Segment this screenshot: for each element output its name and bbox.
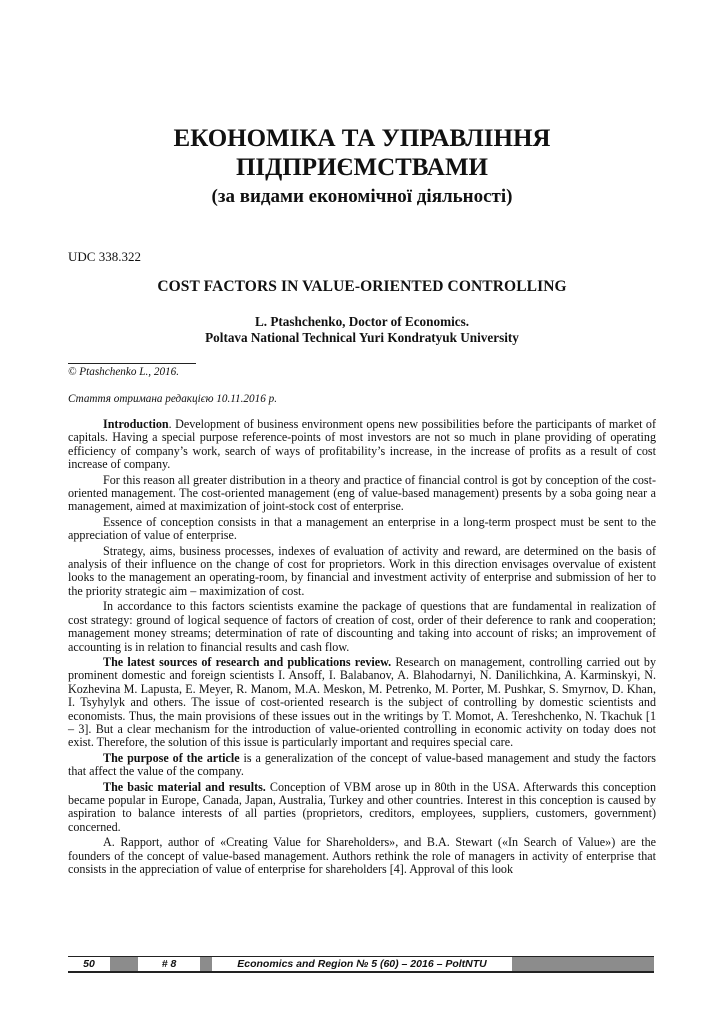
copyright-note: © Ptashchenko L., 2016.	[68, 366, 180, 378]
paragraph	[68, 516, 656, 543]
paragraph	[68, 600, 656, 654]
footer-shade	[110, 957, 138, 971]
section-subtitle: (за видами економічної діяльності)	[211, 186, 513, 207]
footer-shade	[200, 957, 212, 971]
footer-journal: Economics and Region № 5 (60) – 2016 – PoltNTU	[237, 958, 487, 970]
article-body	[68, 418, 656, 878]
section-header	[0, 124, 724, 210]
paragraph-text: For this reason all greater distribution in a theory and practice of financial control is got by conception of the cost-oriented management. The cost-oriented management (eng of value-based management) presents by a soba going near a management, aimed at maximization of joint-stock cost of enterprise.	[68, 472, 656, 514]
received-date-note: Стаття отримана редакцією 10.11.2016 р.	[68, 393, 277, 405]
paragraph-introduction	[68, 418, 656, 472]
author-block	[0, 314, 724, 346]
paragraph-text: Essence of conception consists in that a management an enterprise in a long-term prospect must be sent to the appreciation of value of enterprise.	[68, 514, 656, 543]
footer-shade	[512, 957, 654, 971]
paragraph-literature-review	[68, 656, 656, 750]
article-title: COST FACTORS IN VALUE-ORIENTED CONTROLLING	[157, 278, 567, 295]
affiliation-line: Poltava National Technical Yuri Kondratyuk University	[205, 330, 519, 345]
paragraph-lead: Introduction	[103, 417, 169, 431]
footer-issue: # 8	[161, 958, 177, 970]
page-footer	[68, 956, 654, 972]
paragraph-results	[68, 781, 656, 835]
section-title-line1: ЕКОНОМІКА ТА УПРАВЛІННЯ	[173, 125, 551, 152]
udc-code: UDC 338.322	[68, 249, 141, 264]
footnote-separator	[68, 363, 196, 364]
paragraph-text: Strategy, aims, business processes, indexes of evaluation of activity and reward, are determined on the basis of analysis of their influence on the change of cost for proprietors. Work in this direction envisages overvalue of existent looks to the management an operating-room, by financial and investment activity of enterprise and submission of her to the priority strategic aim – maximization of cost.	[68, 543, 656, 598]
paragraph	[68, 545, 656, 599]
author-line: L. Ptashchenko, Doctor of Economics.	[254, 314, 470, 329]
paragraph-lead: The basic material and results.	[103, 779, 266, 794]
footer-rule-bottom	[68, 971, 654, 973]
paragraph-text: A. Rapport, author of «Creating Value for Shareholders», and B.A. Stewart («In Search of Value») are the founders of the concept of value-based management. Authors rethink the role of managers in activity of enterprise that consists in the appreciation of value of enterprise for shareholders [4]. Approval of this look	[68, 835, 656, 876]
paragraph-text: . Development of business environment opens new possibilities before the participants of market of capitals. Having a special purpose reference-points of most investors are not so much in plane providing of operating efficiency of company’s work, search of ways of profitability’s increase, in the increase of profits as a result of cost increase of company.	[68, 417, 656, 472]
paragraph	[68, 474, 656, 514]
footer-page-number: 50	[83, 958, 95, 970]
paragraph-lead: The purpose of the article	[103, 750, 240, 765]
paragraph-purpose	[68, 752, 656, 779]
paragraph-text: is a generalization of the concept of value-based management and study the factors that affect the value of the company.	[68, 750, 656, 779]
section-title-line2: ПІДПРИЄМСТВАМИ	[235, 154, 488, 181]
paragraph-text: In accordance to this factors scientists examine the package of questions that are fundamental in realization of cost strategy: ground of logical sequence of factors of creation of cost, order of their deference to rank and cooperation; management money streams; determination of rate of discounting and taking into account of risks; an improvement of accounting is in relation to financial results and cash flow.	[68, 599, 656, 654]
paragraph-text: Research on management, controlling carried out by prominent domestic and foreign scientists I. Ansoff, I. Balabanov, A. Blahodarnyi, N. Danilichkina, A. Karminskyi, N. Kozhevina M. Lapusta, E. Meyer, R. Manom, M.A. Meskon, M. Petrenko, M. Porter, M. Pushkar, S. Smyrnov, D. Khan, I. Tsyhylyk and others. The issue of cost-oriented research is the subject of controlling by domestic scientists and economists. Thus, the main provisions of these issues out in the writings by T. Momot, A. Tereshchenko, N. Tkachuk [1 – 3]. But a clear mechanism for the introduction of value-oriented controlling in economic activity on today does not exist. Therefore, the solution of this issue is particularly important and requires special care.	[68, 654, 656, 750]
paragraph-text: Conception of VBM arose up in 80th in the USA. Afterwards this conception became popular in Europe, Canada, Japan, Australia, Turkey and other countries. Interest in this conception is caused by aspiration to balance interests of all parties (proprietors, creditors, employees, suppliers, customers, government) concerned.	[68, 779, 656, 834]
paragraph-lead: The latest sources of research and publications review.	[103, 654, 392, 669]
paragraph	[68, 836, 656, 876]
